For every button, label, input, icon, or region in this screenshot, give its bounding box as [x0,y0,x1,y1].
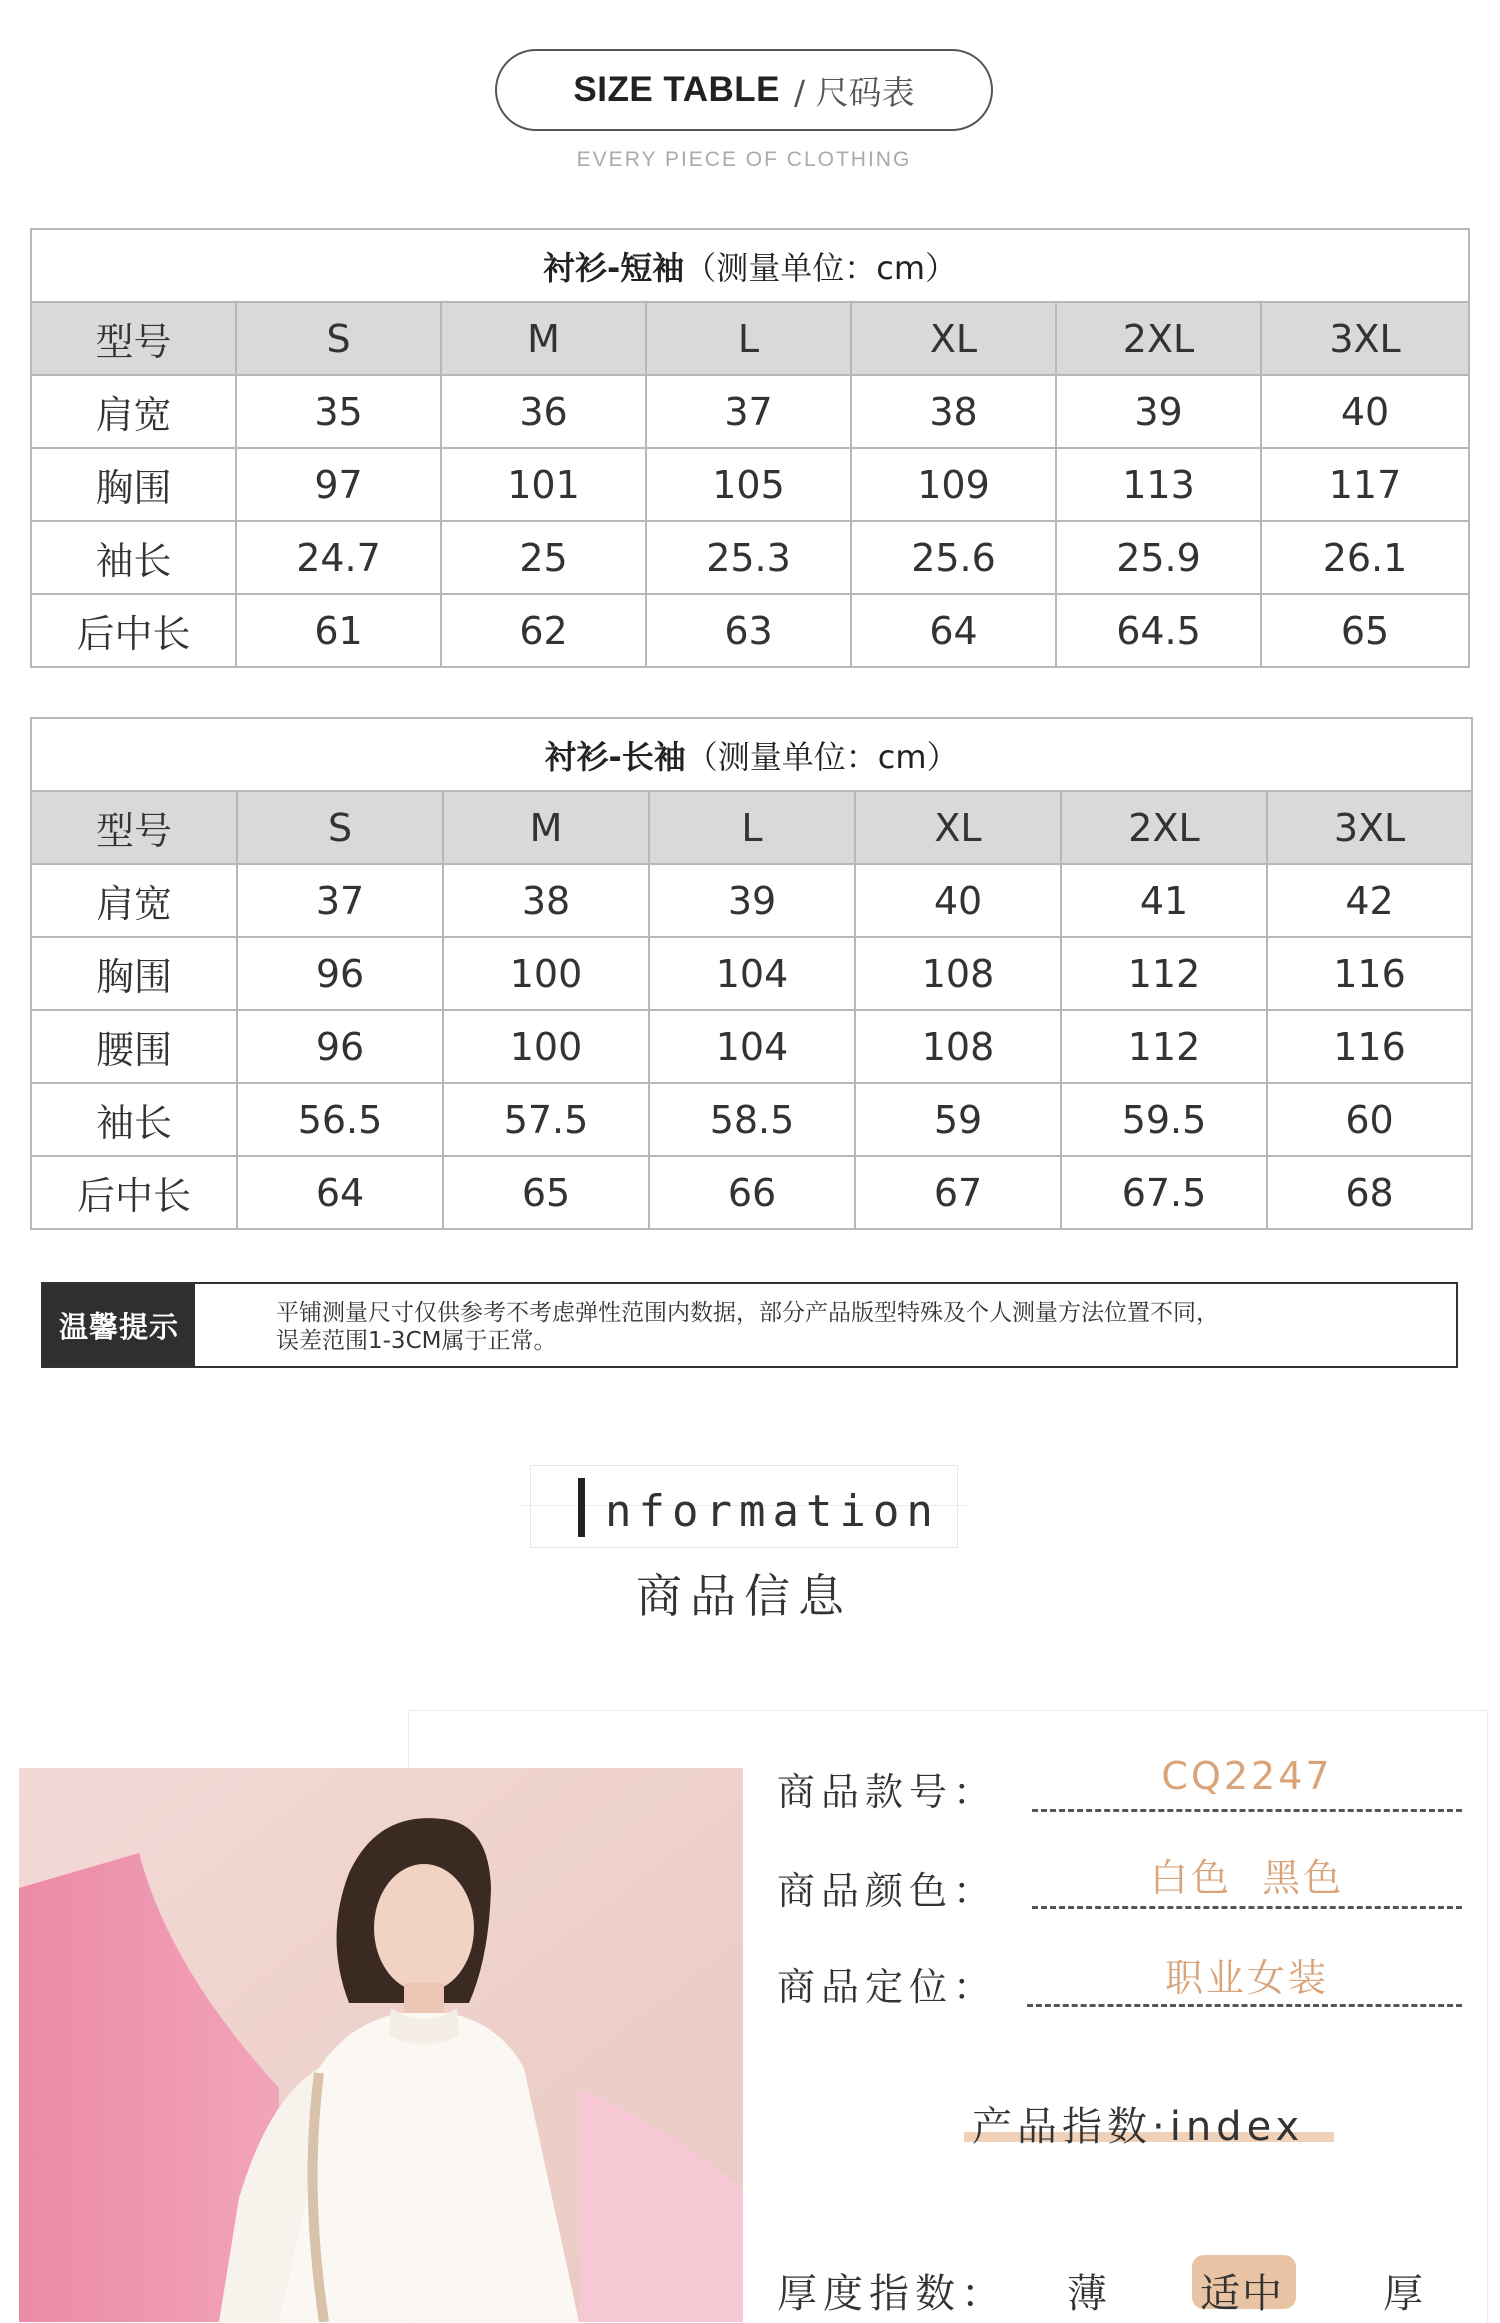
table-cell: 67 [855,1156,1061,1229]
thickness-option-medium: 适中 [1200,2271,1284,2317]
table-cell: 25.3 [646,521,851,594]
size-table-subtitle: EVERY PIECE OF CLOTHING [576,148,912,171]
table-cell: 108 [855,937,1061,1010]
table-cell: 64 [237,1156,443,1229]
table-cell: 105 [646,448,851,521]
header-cell: XL [855,791,1061,864]
row-label: 袖长 [31,521,236,594]
table-cell: 112 [1061,1010,1267,1083]
warm-tip-label: 温馨提示 [43,1284,195,1366]
table-cell: 35 [236,375,441,448]
table-cell: 117 [1261,448,1469,521]
size-table-title-zh: / 尺码表 [793,72,915,112]
table-title-row [31,718,1472,791]
table-header-row [31,302,1469,375]
header-cell: S [236,302,441,375]
header-cell: 型号 [31,302,236,375]
row-label: 后中长 [31,1156,237,1229]
table-cell: 104 [649,1010,855,1083]
table-cell: 42 [1267,864,1472,937]
table-cell: 63 [646,594,851,667]
table-header-row [31,791,1472,864]
header-cell: 2XL [1061,791,1267,864]
table-row [31,594,1469,667]
thickness-option-thin: 薄 [1067,2271,1107,2317]
table-cell: 113 [1056,448,1261,521]
header-cell: S [237,791,443,864]
table-cell: 116 [1267,937,1472,1010]
warm-tip-line-2: 误差范围1-3CM属于正常。 [276,1328,557,1354]
header-cell: M [443,791,649,864]
table-cell: 104 [649,937,855,1010]
table-cell: 56.5 [237,1083,443,1156]
table-cell: 40 [855,864,1061,937]
header-cell: 型号 [31,791,237,864]
table-title: 衬衫-短袖 [542,248,685,287]
table-unit: （测量单位：cm） [684,248,958,287]
header-cell: M [441,302,646,375]
warm-tip-notice [41,1282,1458,1368]
table-cell: 108 [855,1010,1061,1083]
row-label: 后中长 [31,594,236,667]
table-cell: 25.6 [851,521,1056,594]
table-cell: 64.5 [1056,594,1261,667]
product-color-underline [1032,1906,1462,1909]
table-cell: 62 [441,594,646,667]
model-illustration [19,1768,743,2322]
info-heading-word: nformation [605,1486,940,1537]
table-cell: 26.1 [1261,521,1469,594]
table-cell: 37 [237,864,443,937]
table-cell: 57.5 [443,1083,649,1156]
row-label: 胸围 [31,448,236,521]
table-cell: 38 [851,375,1056,448]
table-cell: 116 [1267,1010,1472,1083]
long-sleeve-size-table [30,717,1473,1230]
table-cell: 68 [1267,1156,1472,1229]
header-cell: 2XL [1056,302,1261,375]
table-cell: 109 [851,448,1056,521]
row-label: 肩宽 [31,864,237,937]
size-table-heading [495,49,993,131]
table-row [31,448,1469,521]
table-row [31,375,1469,448]
table-cell: 40 [1261,375,1469,448]
table-cell: 25 [441,521,646,594]
warm-tip-text [276,1299,1436,1355]
product-position-underline [1027,2004,1462,2007]
table-unit: （测量单位：cm） [685,737,959,776]
table-cell: 39 [1056,375,1261,448]
table-cell: 25.9 [1056,521,1261,594]
table-cell: 100 [443,1010,649,1083]
info-first-letter [578,1478,585,1537]
model-photo [19,1768,743,2322]
header-cell: 3XL [1261,302,1469,375]
table-cell: 96 [237,1010,443,1083]
table-row [31,937,1472,1010]
table-row [31,1010,1472,1083]
table-row [31,521,1469,594]
row-label: 袖长 [31,1083,237,1156]
table-cell: 58.5 [649,1083,855,1156]
header-cell: 3XL [1267,791,1472,864]
info-heading-zh: 商品信息 [636,1569,852,1623]
product-color-label: 商品颜色： [777,1869,998,1913]
table-row [31,864,1472,937]
table-cell: 65 [1261,594,1469,667]
size-table-title: SIZE TABLE [573,70,780,109]
table-cell: 112 [1061,937,1267,1010]
table-cell: 65 [443,1156,649,1229]
table-title: 衬衫-长袖 [544,737,686,776]
warm-tip-line-1: 平铺测量尺寸仅供参考不考虑弹性范围内数据，部分产品版型特殊及个人测量方法位置不同， [276,1300,1219,1326]
table-cell: 41 [1061,864,1267,937]
table-cell: 66 [649,1156,855,1229]
thickness-index-label: 厚度指数： [777,2271,1007,2317]
table-cell: 38 [443,864,649,937]
table-cell: 96 [237,937,443,1010]
product-code-label: 商品款号： [777,1770,998,1814]
row-label: 肩宽 [31,375,236,448]
product-color-value: 白色 黑色 [1149,1856,1345,1900]
table-cell: 67.5 [1061,1156,1267,1229]
product-code-underline [1032,1809,1462,1812]
row-label: 胸围 [31,937,237,1010]
table-row [31,1156,1472,1229]
table-cell: 101 [441,448,646,521]
table-cell: 97 [236,448,441,521]
table-cell: 39 [649,864,855,937]
table-cell: 60 [1267,1083,1472,1156]
table-cell: 59.5 [1061,1083,1267,1156]
index-title: 产品指数·index [972,2104,1305,2150]
header-cell: XL [851,302,1056,375]
product-position-label: 商品定位： [777,1965,998,2009]
header-cell: L [649,791,855,864]
table-cell: 59 [855,1083,1061,1156]
table-row [31,1083,1472,1156]
row-label: 腰围 [31,1010,237,1083]
thickness-option-thick: 厚 [1383,2271,1423,2317]
header-cell: L [646,302,851,375]
product-position-value: 职业女装 [1164,1956,1329,2000]
table-cell: 24.7 [236,521,441,594]
table-cell: 64 [851,594,1056,667]
table-cell: 61 [236,594,441,667]
table-cell: 36 [441,375,646,448]
table-title-row [31,229,1469,302]
table-cell: 37 [646,375,851,448]
product-code-value: CQ2247 [1161,1754,1333,1798]
short-sleeve-size-table [30,228,1470,668]
table-cell: 100 [443,937,649,1010]
